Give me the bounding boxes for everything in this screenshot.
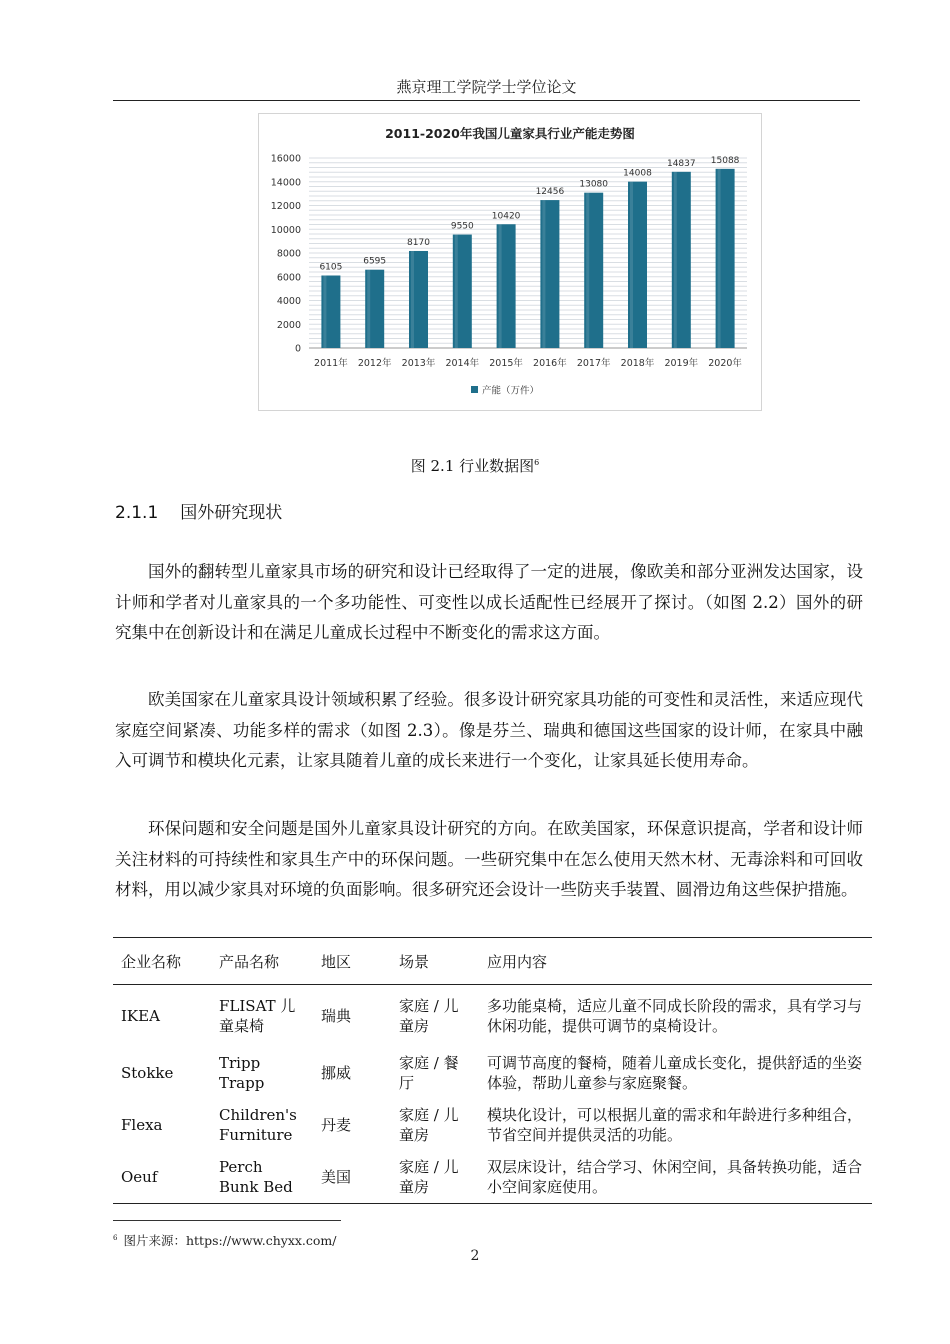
- y-tick-label: 10000: [270, 224, 301, 236]
- table-cell: Perch Bunk Bed: [211, 1151, 313, 1204]
- chart-canvas: [259, 114, 761, 410]
- bar-highlight: [542, 200, 545, 348]
- bar-highlight: [323, 276, 326, 348]
- header-rule: [113, 100, 860, 101]
- footnote: [113, 1231, 336, 1249]
- figure-caption: [0, 455, 950, 476]
- table-cell: 丹麦: [321, 1115, 352, 1134]
- table-cell: Oeuf: [113, 1151, 211, 1204]
- table-header-row: [113, 938, 872, 985]
- page-number: 2: [470, 1248, 480, 1264]
- y-tick-label: 6000: [276, 272, 301, 284]
- footnote-mark: 6: [113, 1233, 118, 1242]
- bar-highlight: [411, 251, 414, 348]
- x-tick-label: 2012年: [357, 358, 392, 369]
- table-cell: FLISAT 儿童桌椅: [219, 996, 296, 1035]
- table-row: [113, 1151, 872, 1204]
- running-header: 燕京理工学院学士学位论文: [396, 78, 577, 96]
- bar-data-label: 9550: [450, 221, 474, 232]
- bar-data-label: 14837: [666, 158, 696, 169]
- bar-highlight: [718, 169, 721, 348]
- table-row: [113, 1099, 872, 1151]
- table-cell: 可调节高度的餐椅，随着儿童成长变化，提供舒适的坐姿体验，帮助儿童参与家庭聚餐。: [487, 1053, 863, 1092]
- table-header-cell: 场景: [391, 938, 479, 985]
- figure-caption-text: 图 2.1 行业数据图: [410, 457, 535, 475]
- bar-data-label: 14008: [623, 168, 652, 179]
- table-row: [113, 985, 872, 1047]
- x-tick-label: 2018年: [620, 358, 655, 369]
- table-cell: 多功能桌椅，适应儿童不同成长阶段的需求，具有学习与休闲功能，提供可调节的桌椅设计。: [487, 996, 863, 1035]
- bar-highlight: [367, 270, 370, 348]
- x-tick-label: 2017年: [576, 358, 611, 369]
- bar-highlight: [586, 193, 589, 348]
- footnote-rule: [113, 1220, 341, 1221]
- x-tick-label: 2015年: [489, 358, 523, 369]
- y-tick-label: 4000: [276, 296, 301, 307]
- section-heading: [115, 498, 282, 523]
- y-tick-label: 14000: [270, 177, 301, 189]
- bar-highlight: [630, 182, 633, 348]
- y-tick-label: 2000: [276, 319, 301, 331]
- table-header-cell: 企业名称: [113, 938, 211, 985]
- table-cell: 挪威: [321, 1063, 352, 1082]
- company-table: [113, 937, 872, 1204]
- x-tick-label: 2013年: [401, 358, 436, 369]
- y-tick-label: 12000: [270, 201, 301, 212]
- legend-swatch: [471, 386, 478, 393]
- table-header-cell: 地区: [313, 938, 391, 985]
- bar-data-label: 6595: [363, 256, 387, 267]
- table-cell: 双层床设计，结合学习、休闲空间，具备转换功能，适合小空间家庭使用。: [479, 1151, 872, 1204]
- footnote-text: 图片来源：https://www.chyxx.com/: [123, 1233, 337, 1248]
- paragraph-1: 国外的翻转型儿童家具市场的研究和设计已经取得了一定的进展，像欧美和部分亚洲发达国家，设计师和学者对儿童家具的一个多功能性、可变性以成长适配性已经展开了探讨。（如图 2.2）国外的研究集中在创新设计和在满足儿童成长过程中不断变化的需求这方面。: [115, 562, 863, 642]
- chart-title: 2011-2020年我国儿童家具行业产能走势图: [385, 126, 635, 141]
- bar-data-label: 13080: [579, 179, 609, 190]
- bar-data-label: 8170: [407, 237, 430, 248]
- bar-data-label: 10420: [491, 211, 521, 222]
- bar-data-label: 6105: [319, 262, 343, 273]
- section-number: 2.1.1: [115, 503, 159, 523]
- bar-data-label: 12456: [535, 187, 565, 198]
- table-cell: 家庭 / 餐厅: [399, 1053, 459, 1092]
- x-tick-label: 2020年: [708, 358, 742, 369]
- table-cell: Tripp Trapp: [219, 1053, 265, 1092]
- bar-highlight: [674, 172, 677, 348]
- table-header-cell: 应用内容: [479, 938, 872, 985]
- x-tick-label: 2011年: [314, 358, 348, 369]
- bar-highlight: [455, 235, 458, 348]
- figure-footnote-ref: 6: [534, 458, 540, 467]
- table-cell: 家庭 / 儿童房: [391, 1151, 479, 1204]
- y-tick-label: 16000: [270, 153, 301, 165]
- table-cell: 家庭 / 儿童房: [399, 1105, 459, 1144]
- bar-chart: [258, 113, 762, 411]
- bar-data-label: 15088: [710, 155, 740, 166]
- table-cell: IKEA: [121, 1006, 160, 1025]
- legend-label: 产能（万件）: [482, 385, 540, 397]
- section-title: 国外研究现状: [180, 503, 283, 523]
- paragraph-3: 环保问题和安全问题是国外儿童家具设计研究的方向。在欧美国家，环保意识提高，学者和设计师关注材料的可持续性和家具生产中的环保问题。一些研究集中在怎么使用天然木材、无毒涂料和可回收材料，用以减少家具对环境的负面影响。很多研究还会设计一些防夹手装置、圆滑边角这些保护措施。: [115, 819, 863, 899]
- table-header-cell: 产品名称: [211, 938, 313, 985]
- table-cell: 瑞典: [321, 1006, 352, 1025]
- x-tick-label: 2016年: [533, 358, 567, 369]
- y-tick-label: 0: [294, 343, 301, 355]
- table-cell: Stokke: [121, 1063, 174, 1082]
- x-tick-label: 2019年: [664, 358, 699, 369]
- table-cell: 美国: [313, 1151, 391, 1204]
- bar-highlight: [499, 224, 502, 348]
- table-cell: 模块化设计，可以根据儿童的需求和年龄进行多种组合，节省空间并提供灵活的功能。: [487, 1105, 863, 1144]
- table-row: [113, 1047, 872, 1099]
- table-cell: Flexa: [121, 1115, 163, 1134]
- paragraph-2: 欧美国家在儿童家具设计领域积累了经验。很多设计研究家具功能的可变性和灵活性，来适应现代家庭空间紧凑、功能多样的需求（如图 2.3）。像是芬兰、瑞典和德国这些国家的设计师，在家具中融入可调节和模块化元素，让家具随着儿童的成长来进行一个变化，让家具延长使用寿命。: [115, 690, 863, 770]
- y-tick-label: 8000: [276, 248, 301, 260]
- table-cell: Children's Furniture: [219, 1105, 297, 1144]
- x-tick-label: 2014年: [445, 358, 480, 369]
- table-cell: 家庭 / 儿童房: [399, 996, 459, 1035]
